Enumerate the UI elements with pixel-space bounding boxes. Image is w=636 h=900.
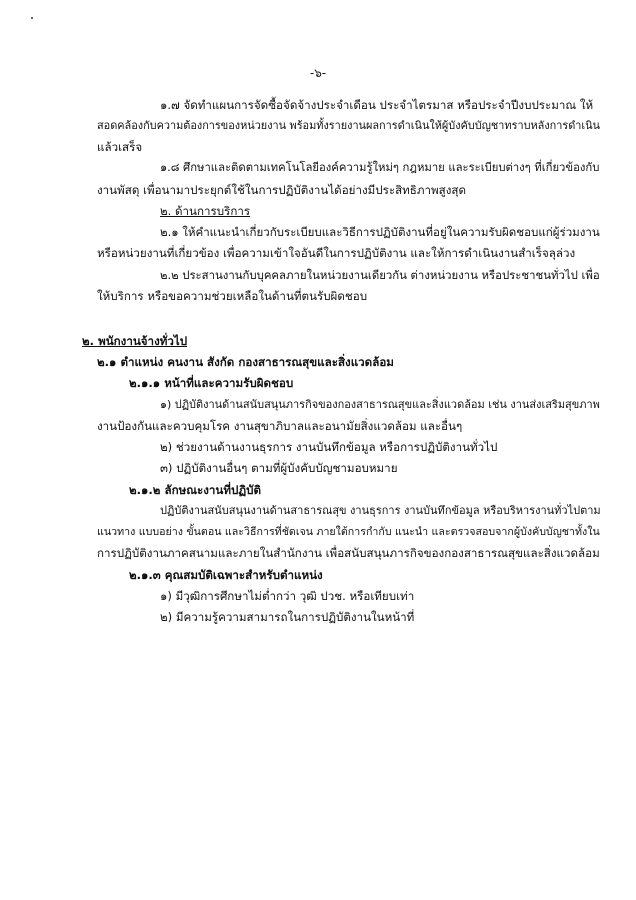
page-number: -๖- (309, 66, 327, 80)
para-1-7-line-1: ๑.๗ จัดทำแผนการจัดซื้อจัดจ้างประจำเดือน ประจำไตรมาส หรือประจำปีงบประมาณ ให้ (160, 98, 594, 112)
duty-3: ๓) ปฏิบัติงานอื่นๆ ตามที่ผู้บังคับบัญชามอบหมาย (160, 461, 398, 475)
section-2-heading: ๒. พนักงานจ้างทั่วไป (82, 334, 188, 348)
service-heading: ๒. ด้านการบริการ (160, 204, 251, 218)
qualification-1: ๑) มีวุฒิการศึกษาไม่ต่ำกว่า วุฒิ ปวช. หรือเทียบเท่า (160, 589, 415, 603)
qualification-heading: ๒.๑.๓ คุณสมบัติเฉพาะสำหรับตำแหน่ง (129, 568, 323, 582)
para-2-2-line-2: ให้บริการ หรือขอความช่วยเหลือในด้านที่ตนรับผิดชอบ (97, 289, 368, 303)
para-2-2-line-1: ๒.๒ ประสานงานกับบุคคลภายในหน่วยงานเดียวกัน ต่างหน่วยงาน หรือประชาชนทั่วไป เพื่อ (160, 268, 600, 282)
duty-1-line-2: งานป้องกันและควบคุมโรค งานสุขาภิบาลและอนามัยสิ่งแวดล้อม และอื่นๆ (97, 419, 463, 433)
para-2-1-line-2: หรือหน่วยงานที่เกี่ยวข้อง เพื่อความเข้าใจอันดีในการปฏิบัติงาน และให้การดำเนินงานสำเร็จลุล่วง (97, 246, 576, 260)
para-1-7-line-2: สอดคล้องกับความต้องการของหน่วยงาน พร้อมทั้งรายงานผลการดำเนินให้ผู้บังคับบัญชาทราบหลังการดำเนิน (97, 119, 601, 132)
work-nature-line-3: การปฏิบัติงานภาคสนามและภายในสำนักงาน เพื่อสนับสนุนภารกิจของกองสาธารณสุขและสิ่งแวดล้อม (97, 546, 600, 560)
scan-speck (31, 17, 33, 19)
duty-1-line-1: ๑) ปฏิบัติงานด้านสนับสนุนภารกิจของกองสาธารณสุขและสิ่งแวดล้อม เช่น งานส่งเสริมสุขภาพ (160, 398, 600, 411)
para-1-8-line-2: งานพัสดุ เพื่อนามาประยุกต์ใช้ในการปฏิบัติงานได้อย่างมีประสิทธิภาพสูงสุด (97, 183, 467, 197)
work-nature-line-1: ปฏิบัติงานสนับสนุนงานด้านสาธารณสุข งานธุรการ งานบันทึกข้อมูล หรือบริหารงานทั่วไปตาม (160, 504, 601, 517)
para-2-1-line-1: ๒.๑ ให้คำแนะนำเกี่ยวกับระเบียบและวิธีการปฏิบัติงานที่อยู่ในความรับผิดชอบแก่ผู้ร่วมงาน (160, 225, 600, 239)
qualification-2: ๒) มีความรู้ความสามารถในการปฏิบัติงานในหน้าที่ (160, 610, 415, 624)
duties-heading: ๒.๑.๑ หน้าที่และความรับผิดชอบ (129, 376, 294, 390)
work-nature-heading: ๒.๑.๒ ลักษณะงานที่ปฏิบัติ (129, 483, 262, 497)
position-heading: ๒.๑ ตำแหน่ง คนงาน สังกัด กองสาธารณสุขและสิ่งแวดล้อม (97, 355, 394, 369)
duty-2: ๒) ช่วยงานด้านงานธุรการ งานบันทึกข้อมูล หรือการปฏิบัติงานทั่วไป (160, 440, 498, 454)
para-1-7-line-3: แล้วเสร็จ (97, 140, 143, 154)
para-1-8-line-1: ๑.๘ ศึกษาและติดตามเทคโนโลยีองค์ความรู้ใหม่ๆ กฎหมาย และระเบียบต่างๆ ที่เกี่ยวข้องกับ (160, 161, 600, 174)
work-nature-line-2: แนวทาง แบบอย่าง ขั้นตอน และวิธีการที่ชัดเจน ภายใต้การกำกับ แนะนำ และตรวจสอบจากผู้บังคับบัญชาทั้งใน (97, 525, 600, 538)
